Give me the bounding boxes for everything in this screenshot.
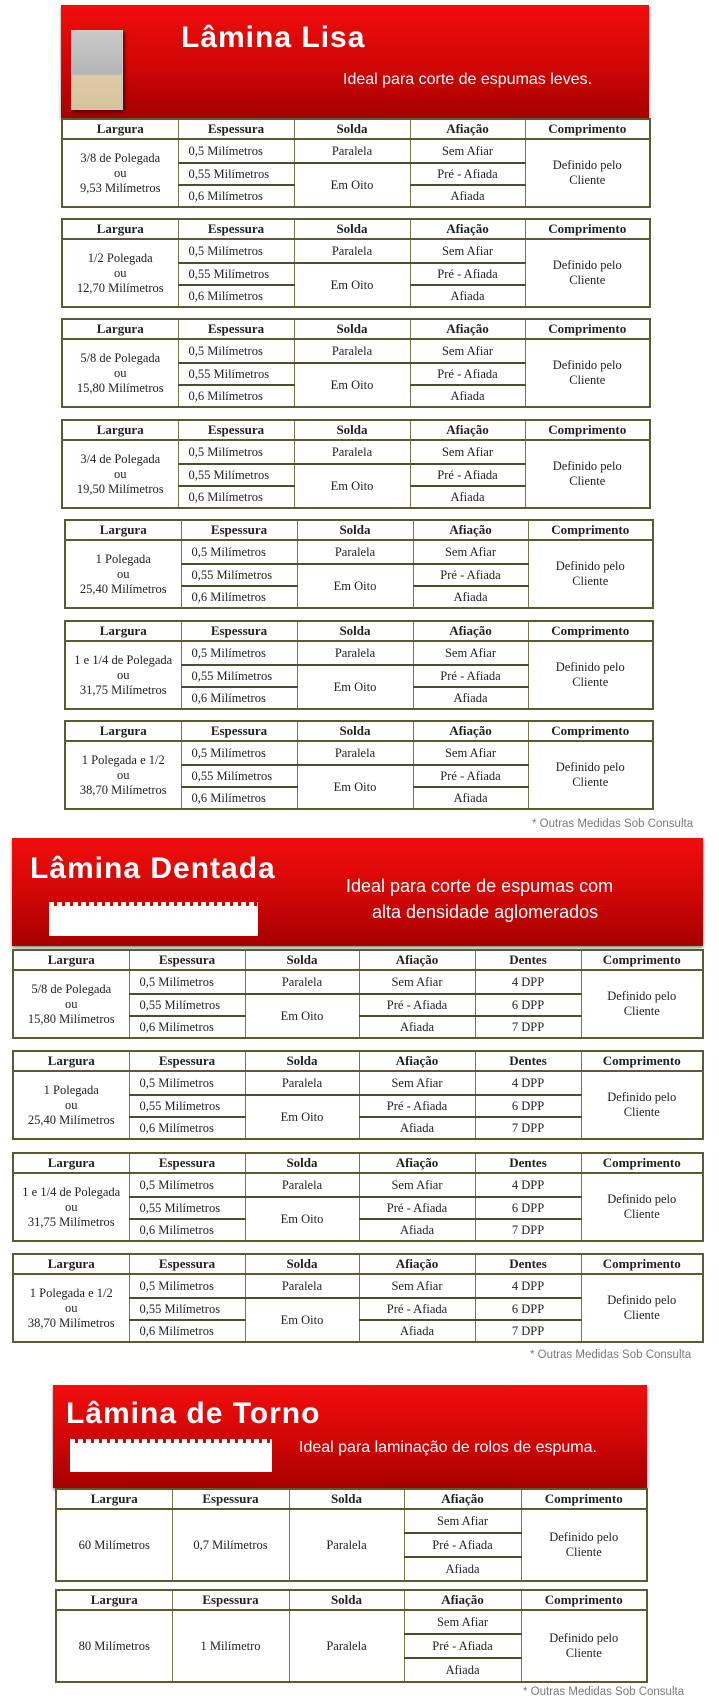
header-comprimento: Comprimento <box>528 721 653 741</box>
comprimento-line: Cliente <box>569 474 606 488</box>
dentes-cell: 7 DPP <box>475 1320 581 1342</box>
afiacao-cell: Sem Afiar <box>359 1173 475 1197</box>
afiacao-cell: Pré - Afiada <box>410 163 525 185</box>
header-comprimento: Comprimento <box>581 1051 703 1071</box>
solda-cell: Paralela <box>297 741 413 765</box>
largura-line: ou <box>114 365 127 380</box>
largura-line: 3/8 de Polegada <box>80 150 161 165</box>
header-afiacao: Afiação <box>404 1489 521 1509</box>
largura-cell <box>65 741 181 809</box>
largura-cell <box>62 339 178 407</box>
solda-cell: Paralela <box>289 1610 404 1682</box>
largura-cell <box>65 540 181 608</box>
comprimento-line: Cliente <box>623 1308 660 1322</box>
header-solda: Solda <box>297 721 413 741</box>
comprimento-cell <box>581 1071 703 1139</box>
header-espessura: Espessura <box>129 1051 245 1071</box>
afiacao-cell: Afiada <box>359 1016 475 1038</box>
afiacao-cell: Pré - Afiada <box>359 1095 475 1117</box>
comprimento-line: Definido pelo <box>555 559 625 573</box>
header-solda: Solda <box>294 119 410 139</box>
espessura-cell: 1 Milímetro <box>172 1610 289 1682</box>
afiacao-cell: Sem Afiar <box>404 1610 521 1634</box>
espessura-cell: 0,55 Milímetros <box>181 765 297 787</box>
afiacao-cell: Pré - Afiada <box>410 263 525 285</box>
afiacao-cell: Afiada <box>413 787 528 809</box>
espessura-cell: 0,5 Milímetros <box>181 641 297 665</box>
afiacao-cell: Afiada <box>410 185 525 207</box>
espessura-cell: 0,55 Milímetros <box>178 363 294 385</box>
espessura-cell: 0,5 Milímetros <box>178 239 294 263</box>
afiacao-cell: Pré - Afiada <box>413 564 528 586</box>
comprimento-line: Definido pelo <box>607 1192 677 1206</box>
espessura-cell: 0,6 Milímetros <box>129 1016 245 1038</box>
espessura-cell: 0,5 Milímetros <box>129 1071 245 1095</box>
solda-cell: Em Oito <box>294 263 410 307</box>
dentes-cell: 7 DPP <box>475 1016 581 1038</box>
header-espessura: Espessura <box>172 1590 289 1610</box>
header-afiacao: Afiação <box>359 1254 475 1274</box>
header-espessura: Espessura <box>178 420 294 440</box>
espessura-cell: 0,5 Milímetros <box>129 1173 245 1197</box>
comprimento-cell <box>525 339 650 407</box>
espessura-cell: 0,6 Milímetros <box>181 687 297 709</box>
comprimento-line: Cliente <box>623 1004 660 1018</box>
header-solda: Solda <box>245 950 359 970</box>
dentes-cell: 7 DPP <box>475 1117 581 1139</box>
header-espessura: Espessura <box>181 621 297 641</box>
afiacao-cell: Pré - Afiada <box>359 1197 475 1219</box>
dentes-cell: 4 DPP <box>475 1173 581 1197</box>
header-dentes: Dentes <box>475 1051 581 1071</box>
espessura-cell: 0,6 Milímetros <box>178 486 294 508</box>
comprimento-line: Cliente <box>569 373 606 387</box>
blade-photo <box>71 30 123 110</box>
largura-line: 1 Polegada e 1/2 <box>81 752 165 767</box>
header-largura: Largura <box>62 119 178 139</box>
largura-line: 25,40 Milímetros <box>79 581 167 596</box>
torno-subtitle: Ideal para laminação de rolos de espuma. <box>299 1439 597 1456</box>
solda-cell: Paralela <box>297 540 413 564</box>
afiacao-cell: Afiada <box>359 1219 475 1241</box>
largura-cell <box>13 1274 129 1342</box>
header-dentes: Dentes <box>475 1153 581 1173</box>
comprimento-line: Definido pelo <box>552 158 622 172</box>
comprimento-cell <box>525 139 650 207</box>
solda-cell: Em Oito <box>294 163 410 207</box>
espessura-cell: 0,6 Milímetros <box>129 1117 245 1139</box>
solda-cell: Em Oito <box>245 1095 359 1139</box>
solda-cell: Em Oito <box>245 1298 359 1342</box>
header-afiacao: Afiação <box>410 319 525 339</box>
comprimento-line: Definido pelo <box>555 660 625 674</box>
espessura-cell: 0,55 Milímetros <box>178 163 294 185</box>
header-espessura: Espessura <box>129 950 245 970</box>
comprimento-line: Cliente <box>565 1545 602 1559</box>
largura-cell: 60 Milímetros <box>56 1509 172 1581</box>
header-comprimento: Comprimento <box>525 119 650 139</box>
comprimento-cell <box>528 540 653 608</box>
comprimento-line: Cliente <box>572 574 609 588</box>
largura-cell <box>62 139 178 207</box>
largura-line: ou <box>65 1199 78 1214</box>
header-comprimento: Comprimento <box>525 219 650 239</box>
header-largura: Largura <box>62 219 178 239</box>
header-comprimento: Comprimento <box>521 1489 647 1509</box>
largura-cell <box>13 970 129 1038</box>
dentes-cell: 6 DPP <box>475 1298 581 1320</box>
dentes-cell: 4 DPP <box>475 970 581 994</box>
largura-line: 38,70 Milímetros <box>27 1315 115 1330</box>
header-largura: Largura <box>56 1590 172 1610</box>
largura-line: 1 e 1/4 de Polegada <box>22 1184 121 1199</box>
comprimento-line: Definido pelo <box>607 1090 677 1104</box>
header-dentes: Dentes <box>475 1254 581 1274</box>
dentada-title: Lâmina Dentada <box>30 852 276 885</box>
comprimento-line: Definido pelo <box>607 1293 677 1307</box>
header-comprimento: Comprimento <box>528 621 653 641</box>
spec-table <box>12 1050 704 1140</box>
comprimento-cell <box>521 1610 647 1682</box>
afiacao-cell: Pré - Afiada <box>404 1533 521 1557</box>
largura-line: 31,75 Milímetros <box>79 682 167 697</box>
largura-line: 1 Polegada <box>43 1082 99 1097</box>
largura-line: ou <box>65 1300 78 1315</box>
afiacao-cell: Afiada <box>413 687 528 709</box>
largura-line: ou <box>65 1097 78 1112</box>
header-espessura: Espessura <box>129 1254 245 1274</box>
espessura-cell: 0,5 Milímetros <box>178 440 294 464</box>
afiacao-cell: Sem Afiar <box>359 970 475 994</box>
header-afiacao: Afiação <box>413 520 528 540</box>
afiacao-cell: Afiada <box>404 1658 521 1682</box>
largura-line: 15,80 Milímetros <box>76 380 164 395</box>
espessura-cell: 0,5 Milímetros <box>129 1274 245 1298</box>
header-largura: Largura <box>65 520 181 540</box>
largura-cell <box>13 1173 129 1241</box>
solda-cell: Paralela <box>245 970 359 994</box>
espessura-cell: 0,5 Milímetros <box>129 970 245 994</box>
spec-table <box>64 519 654 609</box>
solda-cell: Paralela <box>294 239 410 263</box>
comprimento-cell <box>521 1509 647 1581</box>
spec-table <box>61 419 651 509</box>
largura-line: ou <box>114 165 127 180</box>
header-afiacao: Afiação <box>410 119 525 139</box>
header-solda: Solda <box>294 319 410 339</box>
espessura-cell: 0,6 Milímetros <box>129 1320 245 1342</box>
espessura-cell: 0,55 Milímetros <box>129 994 245 1016</box>
espessura-cell: 0,6 Milímetros <box>129 1219 245 1241</box>
spec-table <box>61 118 651 208</box>
afiacao-cell: Pré - Afiada <box>413 765 528 787</box>
header-espessura: Espessura <box>178 119 294 139</box>
header-comprimento: Comprimento <box>525 420 650 440</box>
largura-line: 31,75 Milímetros <box>27 1214 115 1229</box>
largura-line: ou <box>117 767 130 782</box>
dentada-subtitle-line1: Ideal para corte de espumas com <box>346 876 614 896</box>
comprimento-line: Cliente <box>572 775 609 789</box>
afiacao-cell: Afiada <box>359 1117 475 1139</box>
header-espessura: Espessura <box>181 520 297 540</box>
largura-line: ou <box>114 466 127 481</box>
header-dentes: Dentes <box>475 950 581 970</box>
header-largura: Largura <box>62 420 178 440</box>
spec-table <box>12 1152 704 1242</box>
comprimento-cell <box>581 970 703 1038</box>
espessura-cell: 0,5 Milímetros <box>181 540 297 564</box>
lisa-title: Lâmina Lisa <box>181 21 366 54</box>
solda-cell: Em Oito <box>245 1197 359 1241</box>
header-solda: Solda <box>245 1153 359 1173</box>
spec-table <box>55 1488 648 1582</box>
solda-cell: Paralela <box>294 139 410 163</box>
espessura-cell: 0,6 Milímetros <box>178 185 294 207</box>
header-solda: Solda <box>297 621 413 641</box>
comprimento-line: Cliente <box>569 273 606 287</box>
afiacao-cell: Afiada <box>413 586 528 608</box>
header-solda: Solda <box>294 219 410 239</box>
header-afiacao: Afiação <box>359 1051 475 1071</box>
header-largura: Largura <box>13 1051 129 1071</box>
afiacao-cell: Pré - Afiada <box>404 1634 521 1658</box>
dentes-cell: 6 DPP <box>475 1095 581 1117</box>
header-solda: Solda <box>245 1051 359 1071</box>
largura-cell <box>62 239 178 307</box>
torno-footnote: * Outras Medidas Sob Consulta <box>523 1686 685 1698</box>
header-largura: Largura <box>13 950 129 970</box>
spec-table <box>61 218 651 308</box>
header-solda: Solda <box>297 520 413 540</box>
solda-cell: Paralela <box>245 1071 359 1095</box>
afiacao-cell: Pré - Afiada <box>359 1298 475 1320</box>
header-afiacao: Afiação <box>410 420 525 440</box>
afiacao-cell: Sem Afiar <box>413 641 528 665</box>
largura-line: 25,40 Milímetros <box>27 1112 115 1127</box>
dentada-subtitle-line2: alta densidade aglomerados <box>372 902 599 922</box>
solda-cell: Paralela <box>294 339 410 363</box>
largura-line: 5/8 de Polegada <box>80 350 161 365</box>
espessura-cell: 0,5 Milímetros <box>178 339 294 363</box>
espessura-cell: 0,55 Milímetros <box>178 464 294 486</box>
espessura-cell: 0,55 Milímetros <box>129 1095 245 1117</box>
dentes-cell: 4 DPP <box>475 1071 581 1095</box>
espessura-cell: 0,6 Milímetros <box>181 787 297 809</box>
header-afiacao: Afiação <box>410 219 525 239</box>
header-solda: Solda <box>289 1590 404 1610</box>
solda-cell: Paralela <box>294 440 410 464</box>
comprimento-line: Definido pelo <box>555 760 625 774</box>
dentada-banner <box>12 838 703 946</box>
header-afiacao: Afiação <box>404 1590 521 1610</box>
header-largura: Largura <box>13 1153 129 1173</box>
solda-cell: Paralela <box>289 1509 404 1581</box>
afiacao-cell: Sem Afiar <box>410 440 525 464</box>
comprimento-cell <box>525 440 650 508</box>
solda-cell: Em Oito <box>294 464 410 508</box>
afiacao-cell: Afiada <box>410 285 525 307</box>
spec-table <box>64 620 654 710</box>
largura-line: ou <box>65 996 78 1011</box>
afiacao-cell: Sem Afiar <box>410 339 525 363</box>
largura-cell <box>62 440 178 508</box>
comprimento-line: Definido pelo <box>552 358 622 372</box>
espessura-cell: 0,55 Milímetros <box>181 564 297 586</box>
espessura-cell: 0,55 Milímetros <box>178 263 294 285</box>
header-espessura: Espessura <box>172 1489 289 1509</box>
torno-banner <box>53 1385 647 1488</box>
comprimento-line: Definido pelo <box>552 258 622 272</box>
afiacao-cell: Afiada <box>359 1320 475 1342</box>
espessura-cell: 0,55 Milímetros <box>129 1298 245 1320</box>
comprimento-line: Definido pelo <box>549 1631 619 1645</box>
solda-cell: Paralela <box>245 1274 359 1298</box>
spec-table <box>61 318 651 408</box>
header-largura: Largura <box>13 1254 129 1274</box>
espessura-cell: 0,55 Milímetros <box>181 665 297 687</box>
comprimento-line: Definido pelo <box>549 1530 619 1544</box>
torno-title: Lâmina de Torno <box>66 1397 321 1430</box>
afiacao-cell: Sem Afiar <box>413 741 528 765</box>
largura-line: 38,70 Milímetros <box>79 782 167 797</box>
header-solda: Solda <box>289 1489 404 1509</box>
comprimento-cell <box>581 1274 703 1342</box>
lisa-banner <box>61 5 649 118</box>
largura-line: ou <box>117 566 130 581</box>
solda-cell: Paralela <box>297 641 413 665</box>
largura-line: ou <box>114 265 127 280</box>
comprimento-cell <box>581 1173 703 1241</box>
header-afiacao: Afiação <box>413 621 528 641</box>
header-comprimento: Comprimento <box>581 1254 703 1274</box>
comprimento-cell <box>528 641 653 709</box>
dentes-cell: 6 DPP <box>475 994 581 1016</box>
header-comprimento: Comprimento <box>525 319 650 339</box>
espessura-cell: 0,6 Milímetros <box>181 586 297 608</box>
largura-line: 1/2 Polegada <box>87 250 153 265</box>
dentes-cell: 7 DPP <box>475 1219 581 1241</box>
header-solda: Solda <box>294 420 410 440</box>
comprimento-line: Cliente <box>623 1207 660 1221</box>
largura-line: 19,50 Milímetros <box>76 481 164 496</box>
afiacao-cell: Sem Afiar <box>404 1509 521 1533</box>
espessura-cell: 0,55 Milímetros <box>129 1197 245 1219</box>
largura-line: 3/4 de Polegada <box>80 451 161 466</box>
comprimento-line: Definido pelo <box>552 459 622 473</box>
header-solda: Solda <box>245 1254 359 1274</box>
afiacao-cell: Pré - Afiada <box>413 665 528 687</box>
lisa-footnote: * Outras Medidas Sob Consulta <box>532 818 694 830</box>
largura-line: 1 Polegada <box>95 551 151 566</box>
solda-cell: Em Oito <box>297 665 413 709</box>
largura-line: 12,70 Milímetros <box>76 280 164 295</box>
largura-cell: 80 Milímetros <box>56 1610 172 1682</box>
largura-line: 1 Polegada e 1/2 <box>29 1285 113 1300</box>
afiacao-cell: Pré - Afiada <box>410 363 525 385</box>
header-afiacao: Afiação <box>359 1153 475 1173</box>
header-afiacao: Afiação <box>359 950 475 970</box>
comprimento-cell <box>528 741 653 809</box>
espessura-cell: 0,6 Milímetros <box>178 385 294 407</box>
afiacao-cell: Sem Afiar <box>410 139 525 163</box>
header-largura: Largura <box>62 319 178 339</box>
comprimento-cell <box>525 239 650 307</box>
comprimento-line: Cliente <box>623 1105 660 1119</box>
header-comprimento: Comprimento <box>521 1590 647 1610</box>
afiacao-cell: Pré - Afiada <box>359 994 475 1016</box>
afiacao-cell: Sem Afiar <box>410 239 525 263</box>
header-comprimento: Comprimento <box>528 520 653 540</box>
lisa-subtitle: Ideal para corte de espumas leves. <box>343 71 593 88</box>
spec-table <box>12 949 704 1039</box>
espessura-cell: 0,5 Milímetros <box>178 139 294 163</box>
dentes-cell: 6 DPP <box>475 1197 581 1219</box>
dentes-cell: 4 DPP <box>475 1274 581 1298</box>
serrated-blade-icon <box>70 1443 272 1472</box>
largura-line: 5/8 de Polegada <box>31 981 112 996</box>
largura-line: 9,53 Milímetros <box>79 180 161 195</box>
header-espessura: Espessura <box>178 219 294 239</box>
header-largura: Largura <box>56 1489 172 1509</box>
espessura-cell: 0,6 Milímetros <box>178 285 294 307</box>
afiacao-cell: Afiada <box>410 486 525 508</box>
largura-line: ou <box>117 667 130 682</box>
afiacao-cell: Sem Afiar <box>359 1071 475 1095</box>
header-largura: Largura <box>65 721 181 741</box>
header-espessura: Espessura <box>129 1153 245 1173</box>
solda-cell: Paralela <box>245 1173 359 1197</box>
largura-line: 1 e 1/4 de Polegada <box>74 652 173 667</box>
spec-table <box>64 720 654 810</box>
solda-cell: Em Oito <box>245 994 359 1038</box>
solda-cell: Em Oito <box>294 363 410 407</box>
largura-cell <box>13 1071 129 1139</box>
espessura-cell: 0,7 Milímetros <box>172 1509 289 1581</box>
comprimento-line: Cliente <box>572 675 609 689</box>
afiacao-cell: Afiada <box>410 385 525 407</box>
afiacao-cell: Pré - Afiada <box>410 464 525 486</box>
largura-cell <box>65 641 181 709</box>
espessura-cell: 0,5 Milímetros <box>181 741 297 765</box>
comprimento-line: Definido pelo <box>607 989 677 1003</box>
afiacao-cell: Sem Afiar <box>413 540 528 564</box>
header-espessura: Espessura <box>178 319 294 339</box>
comprimento-line: Cliente <box>565 1646 602 1660</box>
afiacao-cell: Afiada <box>404 1557 521 1581</box>
largura-line: 15,80 Milímetros <box>27 1011 115 1026</box>
spec-table <box>55 1589 648 1683</box>
header-largura: Largura <box>65 621 181 641</box>
solda-cell: Em Oito <box>297 765 413 809</box>
header-comprimento: Comprimento <box>581 1153 703 1173</box>
solda-cell: Em Oito <box>297 564 413 608</box>
header-espessura: Espessura <box>181 721 297 741</box>
header-afiacao: Afiação <box>413 721 528 741</box>
spec-table <box>12 1253 704 1343</box>
afiacao-cell: Sem Afiar <box>359 1274 475 1298</box>
dentada-footnote: * Outras Medidas Sob Consulta <box>530 1349 692 1361</box>
serrated-blade-icon <box>49 906 258 936</box>
header-comprimento: Comprimento <box>581 950 703 970</box>
comprimento-line: Cliente <box>569 173 606 187</box>
